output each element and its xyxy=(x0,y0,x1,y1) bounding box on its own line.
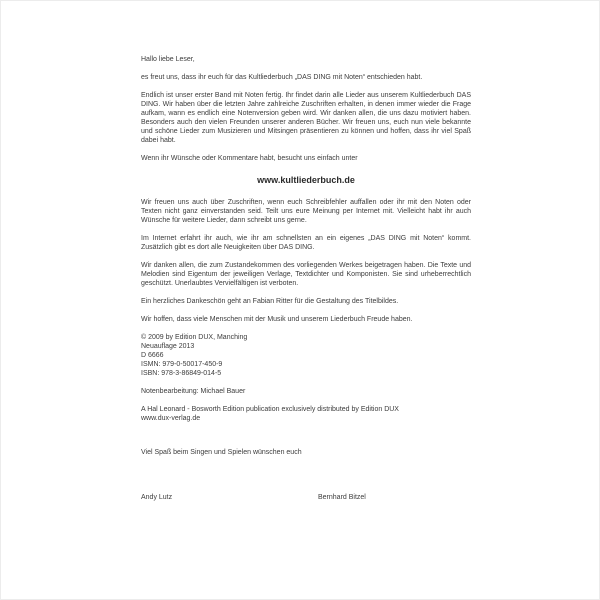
catalog-number: D 6666 xyxy=(141,352,164,359)
wishes-paragraph: Wenn ihr Wünsche oder Kommentare habt, besucht uns einfach unter xyxy=(141,155,358,162)
intro-paragraph: es freut uns, dass ihr euch für das Kultliederbuch „DAS DING mit Noten“ entschieden habt. xyxy=(141,74,423,81)
signature-bernhard-bitzel: Bernhard Bitzel xyxy=(318,494,366,501)
feedback-paragraph: Wir freuen uns auch über Zuschriften, wenn euch Schreibfehler auffallen oder ihr mit den Noten oder Texten nicht ganz einverstanden seid. Teilt uns eure Meinung per Internet mit. Vielleicht habt ihr auch Wünsche für weitere Lieder, dann schreibt uns gerne. xyxy=(141,199,471,224)
text-column xyxy=(141,55,471,502)
signature-andy-lutz: Andy Lutz xyxy=(141,494,173,501)
kultliederbuch-url: www.kultliederbuch.de xyxy=(257,175,355,185)
dankeschoen-paragraph: Ein herzliches Dankeschön geht an Fabian Ritter für die Gestaltung des Titelbildes. xyxy=(141,298,399,305)
thanks-paragraph: Wir danken allen, die zum Zustandekommen des vorliegenden Werkes beigetragen haben. Die Texte und Melodien sind Eigentum der jeweiligen Verlage, Textdichter und Komponisten. Sie sind urheberrechtlich geschützt. Unerlaubtes Vervielfältigen ist verboten. xyxy=(141,262,471,287)
copyright-block xyxy=(141,333,471,378)
dux-verlag-url: www.dux-verlag.de xyxy=(141,415,201,422)
ismn-line: ISMN: 979-0-50017-450-9 xyxy=(141,361,223,368)
copyright-line: © 2009 by Edition DUX, Manching xyxy=(141,334,248,341)
signatures-row xyxy=(141,493,471,502)
distribution-line: A Hal Leonard - Bosworth Edition publication exclusively distributed by Edition DUX xyxy=(141,406,399,413)
hope-paragraph: Wir hoffen, dass viele Menschen mit der Musik und unserem Liederbuch Freude haben. xyxy=(141,316,413,323)
notenbearbeitung-line: Notenbearbeitung: Michael Bauer xyxy=(141,388,246,395)
internet-paragraph: Im Internet erfahrt ihr auch, wie ihr am schnellsten an ein eigenes „DAS DING mit Noten“ kommt. Zusätzlich gibt es dort alle Neuigkeiten über DAS DING. xyxy=(141,235,471,251)
farewell-line: Viel Spaß beim Singen und Spielen wünschen euch xyxy=(141,449,302,456)
band-paragraph: Endlich ist unser erster Band mit Noten fertig. Ihr findet darin alle Lieder aus unserem Kultliederbuch DAS DING. Wir haben über die letzten Jahre zahlreiche Zuschriften erhalten, in denen immer wieder die Frage aufkam, wann es endlich eine Notenversion geben wird. Wir danken allen, die uns dazu motiviert haben. Besonders auch den vielen Freunden unserer anderen Bücher. Wir freuen uns, euch nun viele bekannte und schöne Lieder zum Musizieren und Mitsingen präsentieren zu können und hoffen, dass ihr viel Spaß dabei habt. xyxy=(141,92,471,144)
edition-line: Neuauflage 2013 xyxy=(141,343,195,350)
greeting-line: Hallo liebe Leser, xyxy=(141,56,195,63)
distribution-block xyxy=(141,405,471,423)
isbn-line: ISBN: 978-3-86849-014-5 xyxy=(141,370,222,377)
